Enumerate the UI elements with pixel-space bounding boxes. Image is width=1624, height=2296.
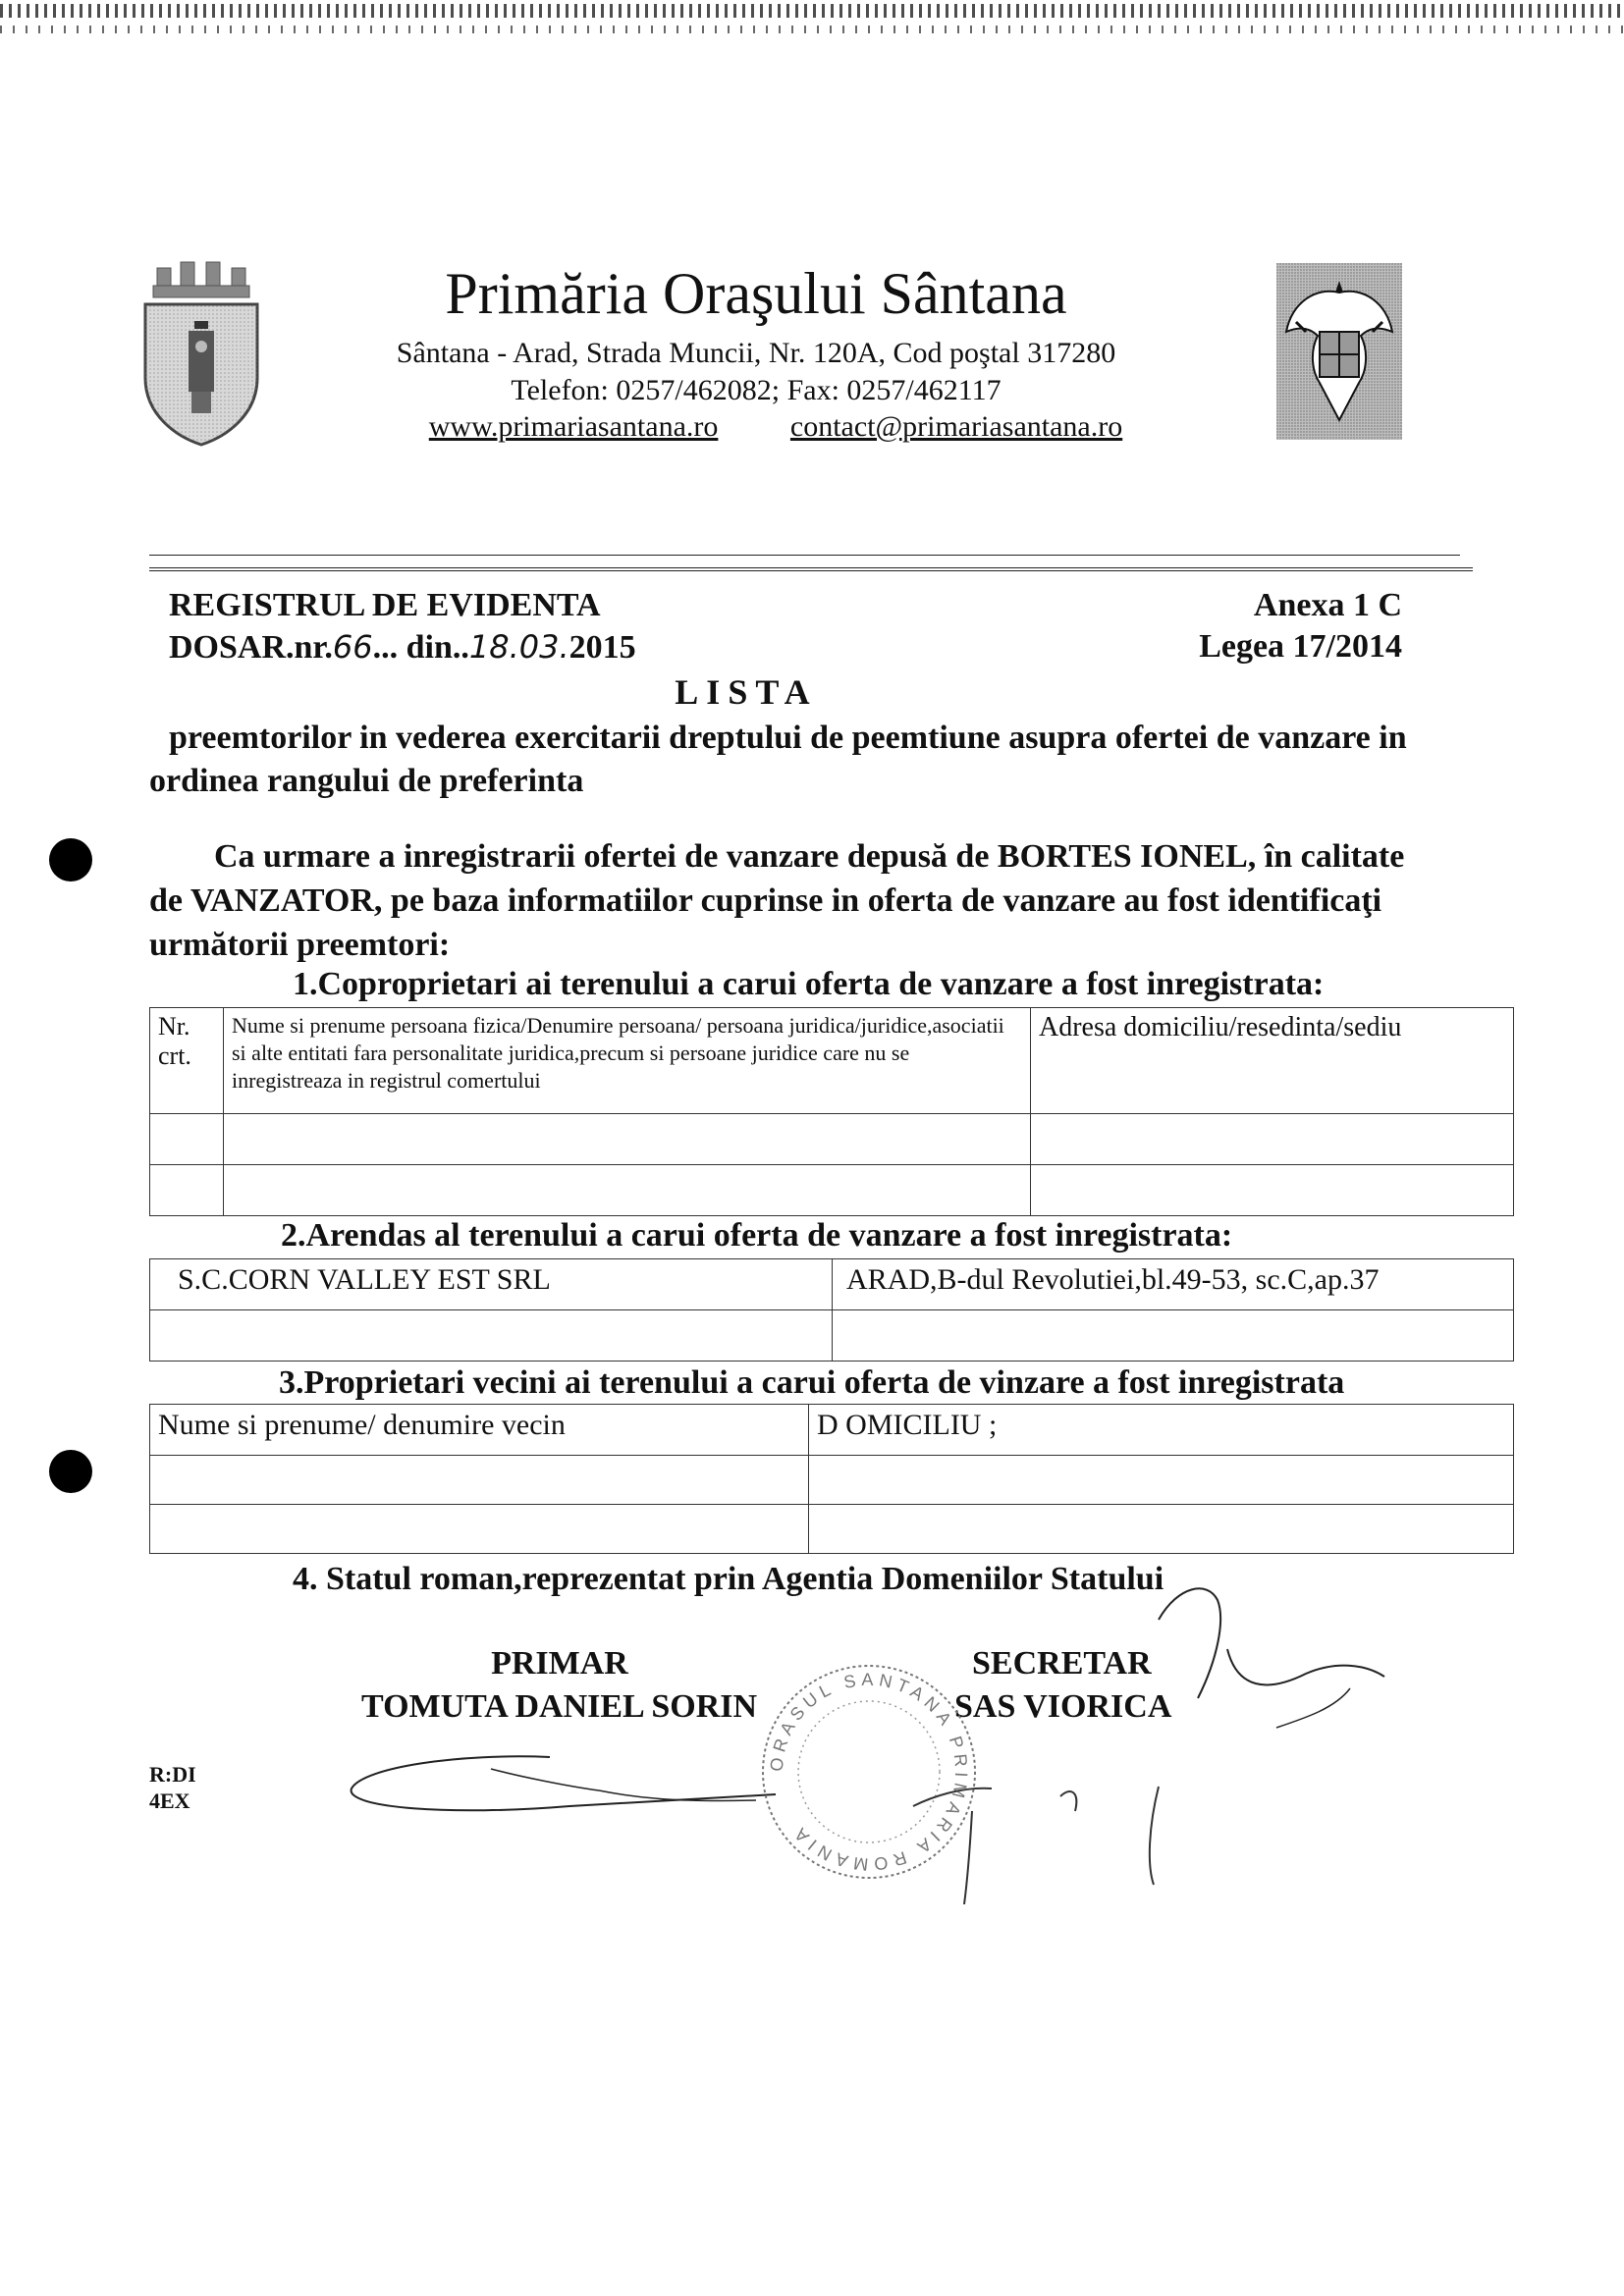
annex-label: Anexa 1 C (1253, 587, 1402, 623)
neighbors-table (149, 1404, 1514, 1554)
neighbor-name-header: Nume si prenume/ denumire vecin (150, 1405, 809, 1456)
intro-paragraph: Ca urmare a inregistrarii ofertei de vanzare depusă de BORTES IONEL, în calitate de VANZATOR, pe baza informatiilor cuprinse in oferta de vanzare au fost identificaţi următorii preemtori: (149, 838, 1405, 963)
punch-hole-bottom (49, 1450, 92, 1493)
col-nr-header: Nr. crt. (150, 1008, 224, 1114)
section-2-heading: 2.Arendas al terenului a carui oferta de vanzare a fost inregistrata: (281, 1217, 1233, 1254)
dosar-line (169, 628, 636, 667)
table-row (150, 1165, 1514, 1216)
institution-title: Primăria Oraşului Sântana (445, 261, 1067, 326)
table-row (150, 1114, 1514, 1165)
dosar-year: 2015 (568, 629, 636, 666)
reference-code: R:DI (149, 1762, 196, 1787)
dosar-date: 18.03. (468, 628, 569, 666)
secretary-name: SAS VIORICA (954, 1688, 1172, 1725)
list-subtitle: preemtorilor in vederea exercitarii dreptului de peemtiune asupra ofertei de vanzare in ordinea rangului de preferinta (149, 720, 1407, 799)
section-1-heading: 1.Coproprietari ai terenului a carui oferta de vanzare a fost inregistrata: (293, 966, 1325, 1002)
secretary-signature-icon (1139, 1580, 1414, 1737)
secretary-title: SECRETAR (972, 1645, 1152, 1682)
email-link[interactable]: contact@primariasantana.ro (789, 410, 1123, 443)
copies-count: 4EX (149, 1789, 190, 1813)
tenant-address: ARAD,B-dul Revolutiei,bl.49-53, sc.C,ap.37 (833, 1259, 1514, 1310)
section-3-heading: 3.Proprietari vecini ai terenului a carui oferta de vinzare a fost inregistrata (279, 1364, 1345, 1401)
institution-address: Sântana - Arad, Strada Muncii, Nr. 120A, Cod poştal 317280 (396, 337, 1116, 369)
coowners-table (149, 1007, 1514, 1216)
header-divider (149, 555, 1460, 556)
table-row (150, 1456, 1514, 1505)
dosar-number: 66 (332, 628, 373, 666)
initials-handwriting-icon (874, 1767, 1208, 1914)
institution-contact: Telefon: 0257/462082; Fax: 0257/462117 (511, 374, 1001, 406)
law-label: Legea 17/2014 (1199, 628, 1402, 665)
mayor-title: PRIMAR (491, 1645, 628, 1682)
town-crest-icon (137, 250, 265, 447)
national-crest-icon (1276, 263, 1402, 440)
table-row (150, 1505, 1514, 1554)
section-4-heading: 4. Statul roman,reprezentat prin Agentia Domeniilor Statului (293, 1561, 1164, 1597)
tenant-table (149, 1258, 1514, 1362)
table-row (150, 1259, 1514, 1310)
col-address-header: Adresa domiciliu/resedinta/sediu (1031, 1008, 1514, 1114)
register-title: REGISTRUL DE EVIDENTA (169, 587, 601, 623)
tenant-name: S.C.CORN VALLEY EST SRL (150, 1259, 833, 1310)
dosar-prefix: DOSAR.nr. (169, 629, 333, 666)
header-divider-double (149, 567, 1473, 571)
website-link[interactable]: www.primariasantana.ro (428, 410, 719, 443)
stamp-text: ORASUL SANTANA PRIMARIA ROMANIA (766, 1669, 972, 1875)
list-title: LISTA (675, 672, 818, 712)
institution-links (393, 410, 1159, 444)
scan-artifact-top (0, 0, 1624, 39)
neighbor-address-header: D OMICILIU ; (809, 1405, 1514, 1456)
table-row (150, 1310, 1514, 1362)
col-name-header: Nume si prenume persoana fizica/Denumire persoana/ persoana juridica/juridice,asociatii si alte entitati fara personalitate juridica,precum si persoane juridice care nu se inregistreaza in registrul comertului (224, 1008, 1031, 1114)
dosar-mid: ... din.. (372, 629, 469, 666)
punch-hole-top (49, 838, 92, 881)
mayor-name: TOMUTA DANIEL SORIN (361, 1688, 758, 1725)
